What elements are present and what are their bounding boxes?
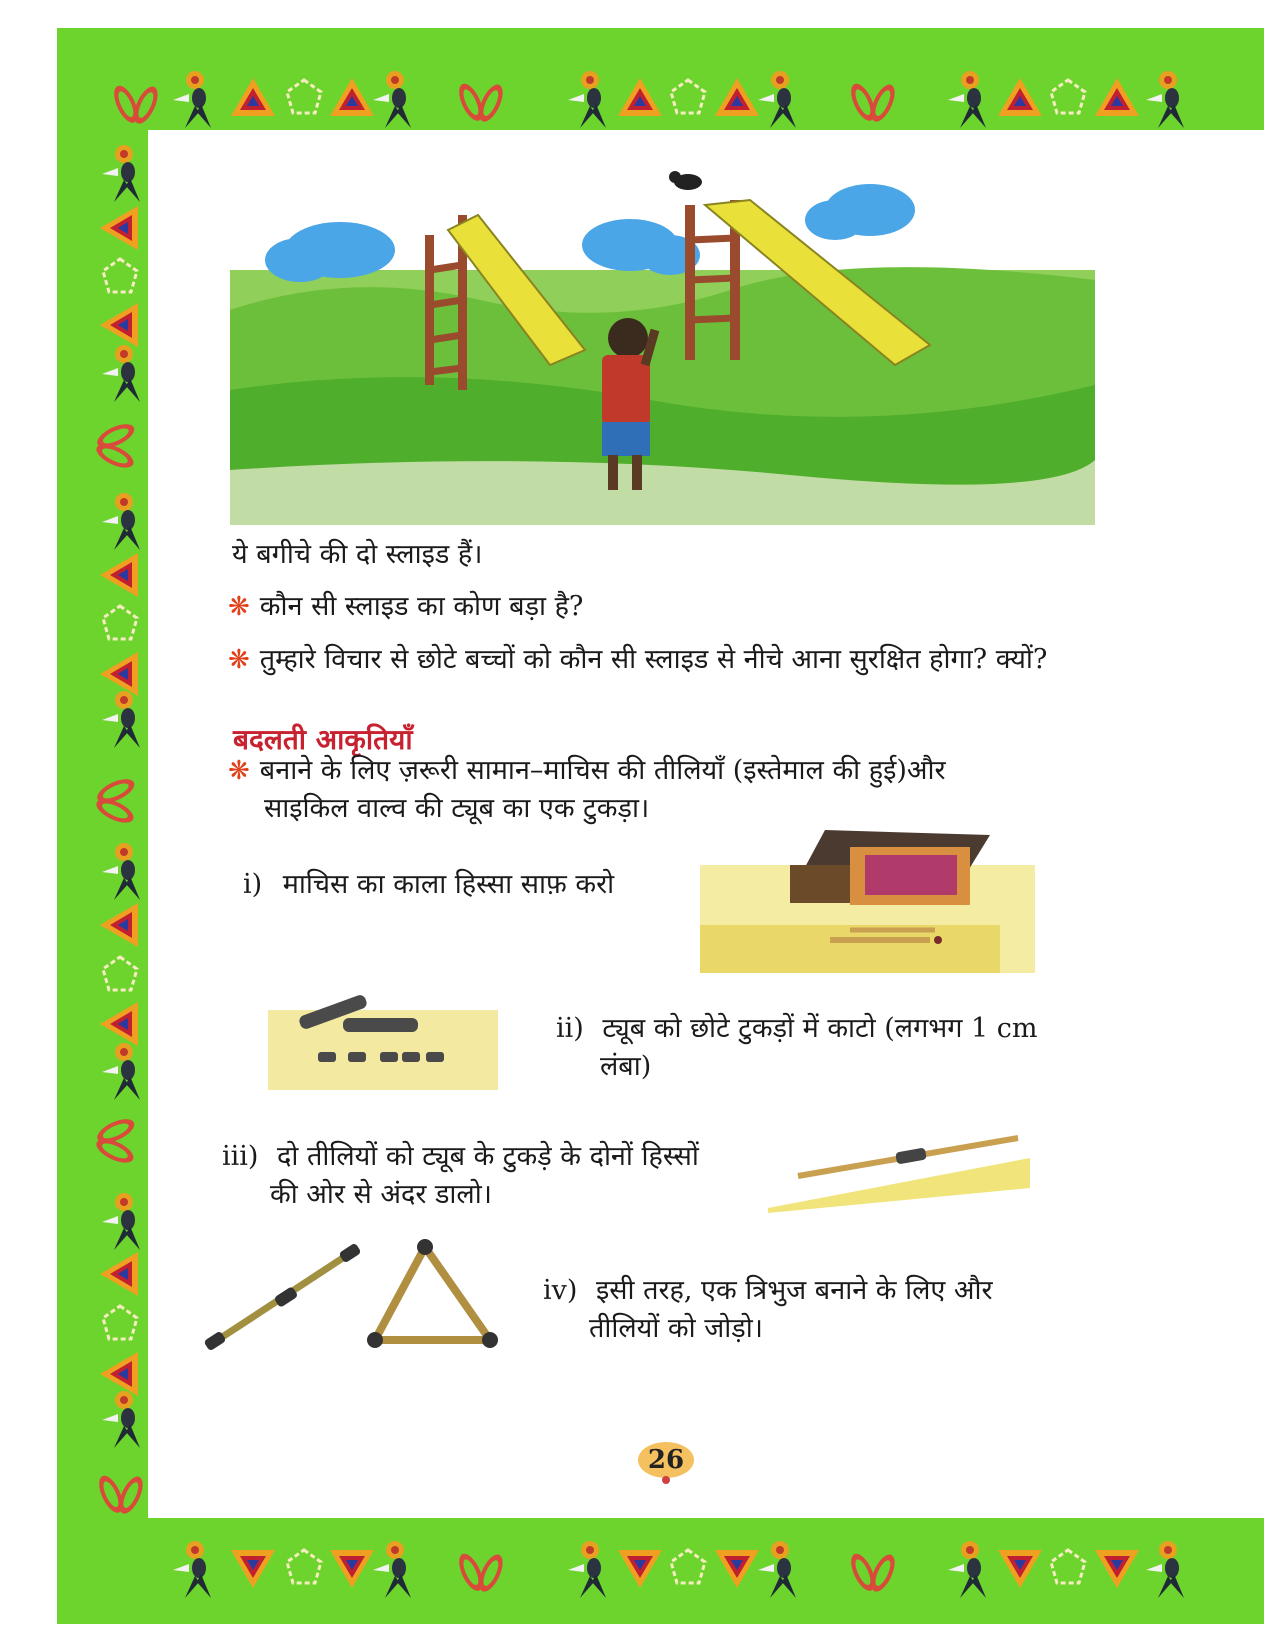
- triangle-icon: [1095, 78, 1139, 116]
- bird-icon: [758, 1541, 796, 1598]
- bird-icon: [102, 1193, 140, 1250]
- triangle-icon: [330, 78, 374, 116]
- bird-icon: [373, 71, 411, 128]
- bird-icon: [948, 1541, 986, 1598]
- step-3-text-cont: की ओर से अंदर डालो।: [270, 1179, 492, 1210]
- step-4: [543, 1272, 1055, 1348]
- triangle-icon: [998, 78, 1042, 116]
- pentagon-icon: [103, 259, 137, 292]
- leaf-pair-icon: [94, 1472, 147, 1517]
- bird-icon: [173, 71, 211, 128]
- bird-icon: [1146, 1541, 1184, 1598]
- pentagon-icon: [103, 957, 137, 990]
- bird-icon: [102, 691, 140, 748]
- bird-icon: [173, 1541, 211, 1598]
- page-number: 26: [647, 1445, 685, 1475]
- triangle-icon: [1095, 1550, 1139, 1588]
- question-1: [228, 588, 583, 626]
- bird-icon: [1146, 71, 1184, 128]
- materials-item: [228, 752, 1058, 828]
- leaf-pair-icon: [93, 774, 138, 827]
- tube-pieces-illustration: [268, 980, 498, 1090]
- leaf-pair-icon: [109, 82, 162, 127]
- step-2-number: ii): [556, 1013, 584, 1044]
- step-2-text: ट्यूब को छोटे टुकड़ों में काटो (लगभग 1 cm: [602, 1013, 1038, 1044]
- question-1-text: कौन सी स्लाइड का कोण बड़ा है?: [259, 591, 584, 622]
- pentagon-icon: [1051, 1550, 1085, 1583]
- bird-icon: [568, 71, 606, 128]
- triangle-icon: [998, 1550, 1042, 1588]
- step-1: [243, 866, 614, 904]
- question-2-text: तुम्हारे विचार से छोटे बच्चों को कौन सी स्लाइड से नीचे आना सुरक्षित होगा? क्यों?: [259, 644, 1048, 675]
- triangle-icon: [100, 1002, 138, 1046]
- leaf-pair-icon: [846, 1550, 899, 1595]
- triangle-icon: [618, 1550, 662, 1588]
- pentagon-icon: [103, 1306, 137, 1339]
- joined-sticks-illustration: [768, 1128, 1030, 1213]
- pentagon-icon: [671, 1550, 705, 1583]
- leaf-pair-icon: [454, 1550, 507, 1595]
- leaf-pair-icon: [846, 80, 899, 125]
- step-4-text: इसी तरह, एक त्रिभुज बनाने के लिए और: [596, 1275, 993, 1306]
- bird-icon: [948, 71, 986, 128]
- bird-icon: [102, 1391, 140, 1448]
- bird-icon: [373, 1541, 411, 1598]
- step-3-number: iii): [222, 1141, 259, 1172]
- triangle-icon: [330, 1550, 374, 1588]
- materials-line-2: साइकिल वाल्व की ट्यूब का एक टुकड़ा।: [264, 793, 650, 824]
- section-heading: बदलती आकृतियाँ: [233, 723, 413, 756]
- triangle-icon: [100, 1352, 138, 1396]
- cloud: [582, 219, 700, 275]
- pentagon-icon: [103, 606, 137, 639]
- bird-icon: [102, 1043, 140, 1100]
- bird-icon: [102, 843, 140, 900]
- triangle-icon: [100, 303, 138, 347]
- step-3: [222, 1138, 742, 1214]
- pentagon-icon: [1051, 80, 1085, 113]
- materials-line-1: बनाने के लिए ज़रूरी सामान–माचिस की तीलियाँ (इस्तेमाल की हुई)और: [259, 755, 946, 786]
- bird-icon: [102, 345, 140, 402]
- triangle-icon: [231, 78, 275, 116]
- bullet-icon: ❋: [228, 592, 250, 622]
- playground-slides-illustration: [230, 160, 1095, 525]
- pentagon-icon: [287, 1550, 321, 1583]
- bird-icon: [102, 493, 140, 550]
- triangle-icon: [100, 553, 138, 597]
- triangle-icon: [100, 903, 138, 947]
- stick-and-triangle-illustration: [200, 1235, 505, 1365]
- step-4-number: iv): [543, 1275, 578, 1306]
- leaf-pair-icon: [454, 80, 507, 125]
- step-1-number: i): [243, 869, 263, 900]
- step-4-text-cont: तीलियों को जोड़ो।: [589, 1313, 763, 1344]
- leaf-pair-icon: [93, 419, 138, 472]
- pentagon-icon: [287, 80, 321, 113]
- triangle-icon: [618, 78, 662, 116]
- step-2: [556, 1010, 1056, 1086]
- cloud: [805, 184, 915, 240]
- bird-icon: [102, 145, 140, 202]
- matchbox-illustration: [700, 825, 1035, 973]
- triangle-icon: [231, 1550, 275, 1588]
- step-3-text: दो तीलियों को ट्यूब के टुकड़े के दोनों हिस्सों: [277, 1141, 699, 1172]
- step-1-text: माचिस का काला हिस्सा साफ़ करो: [282, 869, 615, 900]
- bird-icon: [568, 1541, 606, 1598]
- bird-icon: [758, 71, 796, 128]
- leaf-pair-icon: [93, 1114, 138, 1167]
- triangle-icon: [100, 206, 138, 250]
- triangle-icon: [715, 78, 759, 116]
- intro-text: ये बगीचे की दो स्लाइड हैं।: [232, 539, 483, 570]
- step-2-text-cont: लंबा): [600, 1051, 652, 1082]
- triangle-icon: [100, 652, 138, 696]
- question-2: [228, 641, 1047, 679]
- bullet-icon: ❋: [228, 756, 250, 786]
- bullet-icon: ❋: [228, 645, 250, 675]
- triangle-icon: [100, 1252, 138, 1296]
- triangle-icon: [715, 1550, 759, 1588]
- crow: [669, 171, 702, 190]
- pentagon-icon: [671, 80, 705, 113]
